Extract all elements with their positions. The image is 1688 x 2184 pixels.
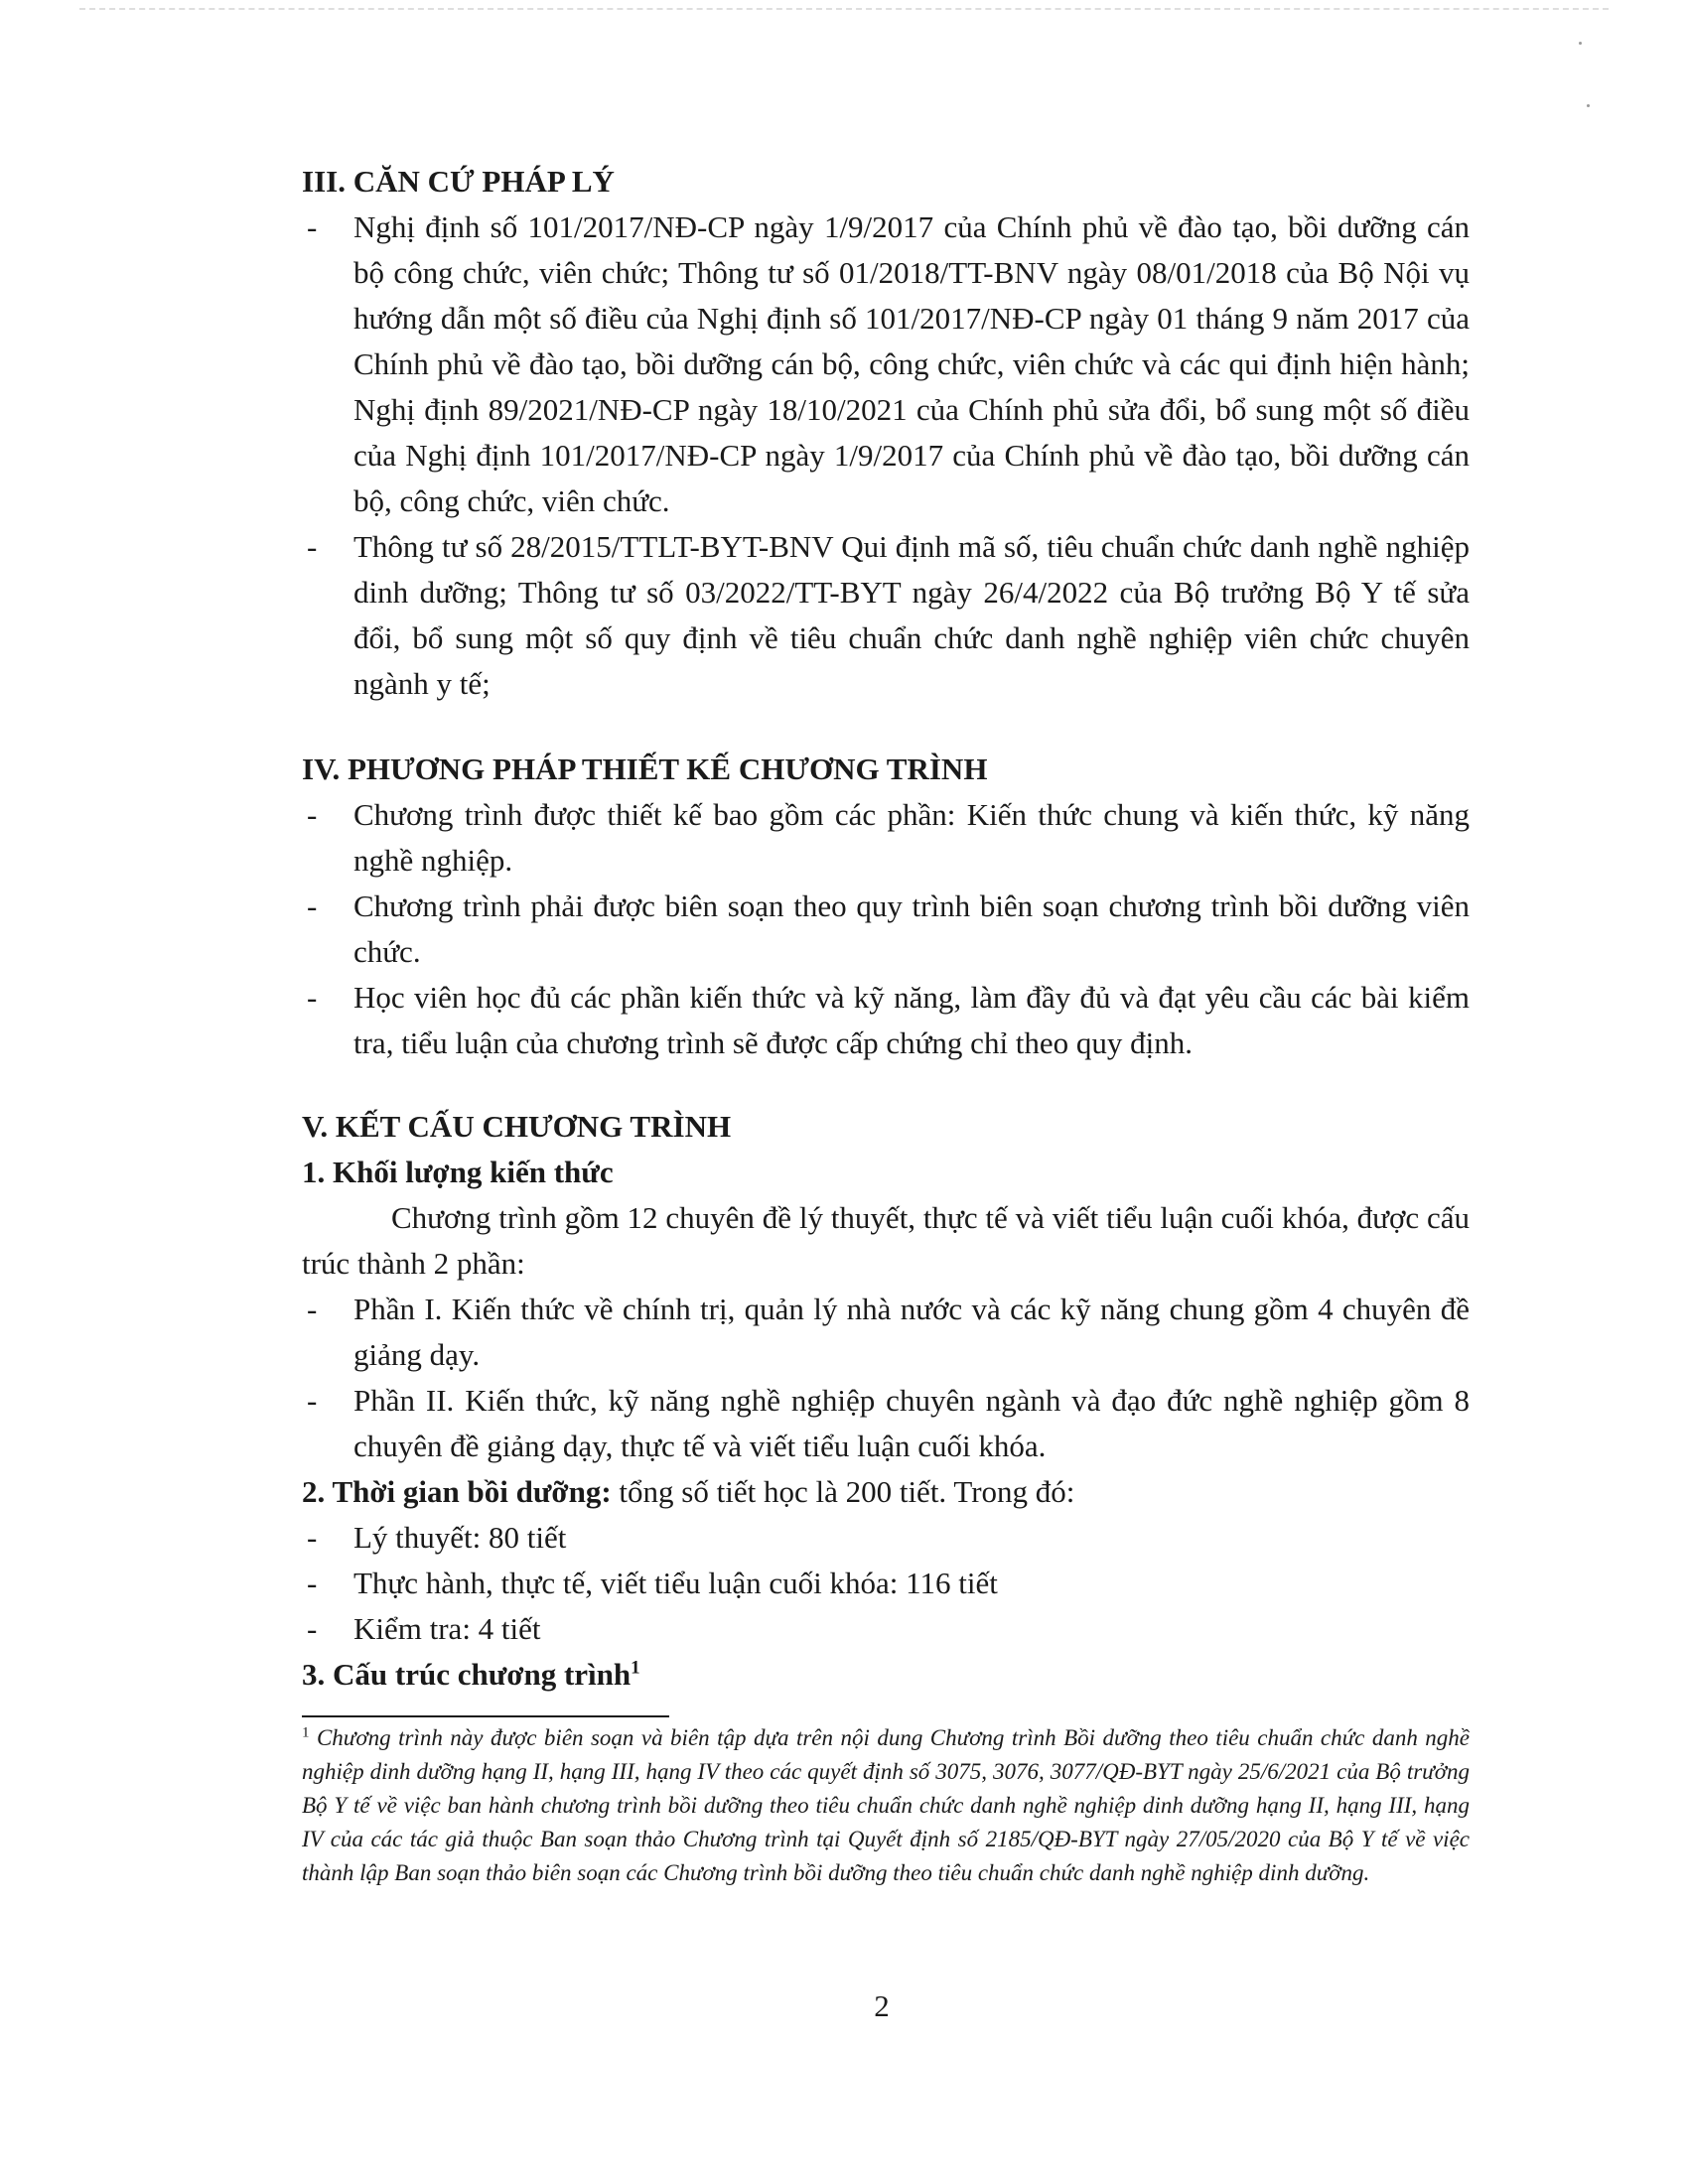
footnote-mark: 1 <box>302 1724 310 1741</box>
scan-edge-artifact <box>79 8 1609 10</box>
document-page <box>302 159 1470 1890</box>
list-item: - Phần I. Kiến thức về chính trị, quản lý nhà nước và các kỹ năng chung gồm 4 chuyên đề giảng dạy. <box>302 1287 1470 1378</box>
training-time-label: 2. Thời gian bồi dưỡng: <box>302 1474 612 1509</box>
list-item: - Chương trình được thiết kế bao gồm các phần: Kiến thức chung và kiến thức, kỹ năng nghề nghiệp. <box>302 792 1470 884</box>
scan-speck <box>1587 104 1590 107</box>
list-item: - Thông tư số 28/2015/TTLT-BYT-BNV Qui định mã số, tiêu chuẩn chức danh nghề nghiệp dinh dưỡng; Thông tư số 03/2022/TT-BYT ngày 26/4/2022 của Bộ trưởng Bộ Y tế sửa đổi, bổ sung một số quy định về tiêu chuẩn chức danh nghề nghiệp viên chức chuyên ngành y tế; <box>302 524 1470 707</box>
footnote-reference: 1 <box>631 1657 640 1679</box>
knowledge-parts-list <box>302 1287 1470 1469</box>
training-time-text: tổng số tiết học là 200 tiết. Trong đó: <box>611 1474 1075 1509</box>
list-item: - Lý thuyết: 80 tiết <box>302 1515 1470 1561</box>
footnote-separator <box>302 1715 669 1717</box>
subheading-program-structure-text: 3. Cấu trúc chương trình <box>302 1657 632 1692</box>
list-item: - Nghị định số 101/2017/NĐ-CP ngày 1/9/2017 của Chính phủ về đào tạo, bồi dưỡng cán bộ công chức, viên chức; Thông tư số 01/2018/TT-BNV ngày 08/01/2018 của Bộ Nội vụ hướng dẫn một số điều của Nghị định số 101/2017/NĐ-CP ngày 01 tháng 9 năm 2017 của Chính phủ về đào tạo, bồi dưỡng cán bộ, công chức, viên chức và các qui định hiện hành; Nghị định 89/2021/NĐ-CP ngày 18/10/2021 của Chính phủ sửa đổi, bổ sung một số điều của Nghị định 101/2017/NĐ-CP ngày 1/9/2017 của Chính phủ về đào tạo, bồi dưỡng cán bộ, công chức, viên chức. <box>302 205 1470 524</box>
footnote-text: Chương trình này được biên soạn và biên tập dựa trên nội dung Chương trình Bồi dưỡng theo tiêu chuẩn chức danh nghề nghiệp dinh dưỡng hạng II, hạng III, hạng IV theo các quyết định số 3075, 3076, 3077/QĐ-BYT ngày 25/6/2021 của Bộ trưởng Bộ Y tế về việc ban hành chương trình bồi dưỡng theo tiêu chuẩn chức danh nghề nghiệp dinh dưỡng hạng II, hạng III, hạng IV của các tác giả thuộc Ban soạn thảo Chương trình tại Quyết định số 2185/QĐ-BYT ngày 27/05/2020 của Bộ Y tế về việc thành lập Ban soạn thảo biên soạn các Chương trình bồi dưỡng theo tiêu chuẩn chức danh nghề nghiệp dinh dưỡng. <box>302 1725 1471 1885</box>
list-item: - Học viên học đủ các phần kiến thức và kỹ năng, làm đầy đủ và đạt yêu cầu các bài kiểm tra, tiểu luận của chương trình sẽ được cấp chứng chỉ theo quy định. <box>302 975 1470 1066</box>
subheading-knowledge-volume: 1. Khối lượng kiến thức <box>302 1155 614 1189</box>
scan-speck <box>1579 42 1582 45</box>
training-time-list <box>302 1515 1470 1652</box>
section-heading-program-structure: V. KẾT CẤU CHƯƠNG TRÌNH <box>302 1109 732 1144</box>
list-item: - Thực hành, thực tế, viết tiểu luận cuối khóa: 116 tiết <box>302 1561 1470 1606</box>
training-time-line <box>302 1469 1470 1515</box>
subheading-program-structure <box>302 1652 1470 1698</box>
knowledge-intro: Chương trình gồm 12 chuyên đề lý thuyết, thực tế và viết tiểu luận cuối khóa, được cấu trúc thành 2 phần: <box>302 1200 1470 1281</box>
design-method-list <box>302 792 1470 1066</box>
section-heading-legal-basis: III. CĂN CỨ PHÁP LÝ <box>302 164 615 199</box>
footnote <box>302 1721 1470 1890</box>
list-item: - Phần II. Kiến thức, kỹ năng nghề nghiệp chuyên ngành và đạo đức nghề nghiệp gồm 8 chuyên đề giảng dạy, thực tế và viết tiểu luận cuối khóa. <box>302 1378 1470 1469</box>
list-item: - Chương trình phải được biên soạn theo quy trình biên soạn chương trình bồi dưỡng viên chức. <box>302 884 1470 975</box>
page-number: 2 <box>874 1988 890 2023</box>
section-heading-design-method: IV. PHƯƠNG PHÁP THIẾT KẾ CHƯƠNG TRÌNH <box>302 751 988 786</box>
legal-basis-list <box>302 205 1470 707</box>
list-item: - Kiểm tra: 4 tiết <box>302 1606 1470 1652</box>
